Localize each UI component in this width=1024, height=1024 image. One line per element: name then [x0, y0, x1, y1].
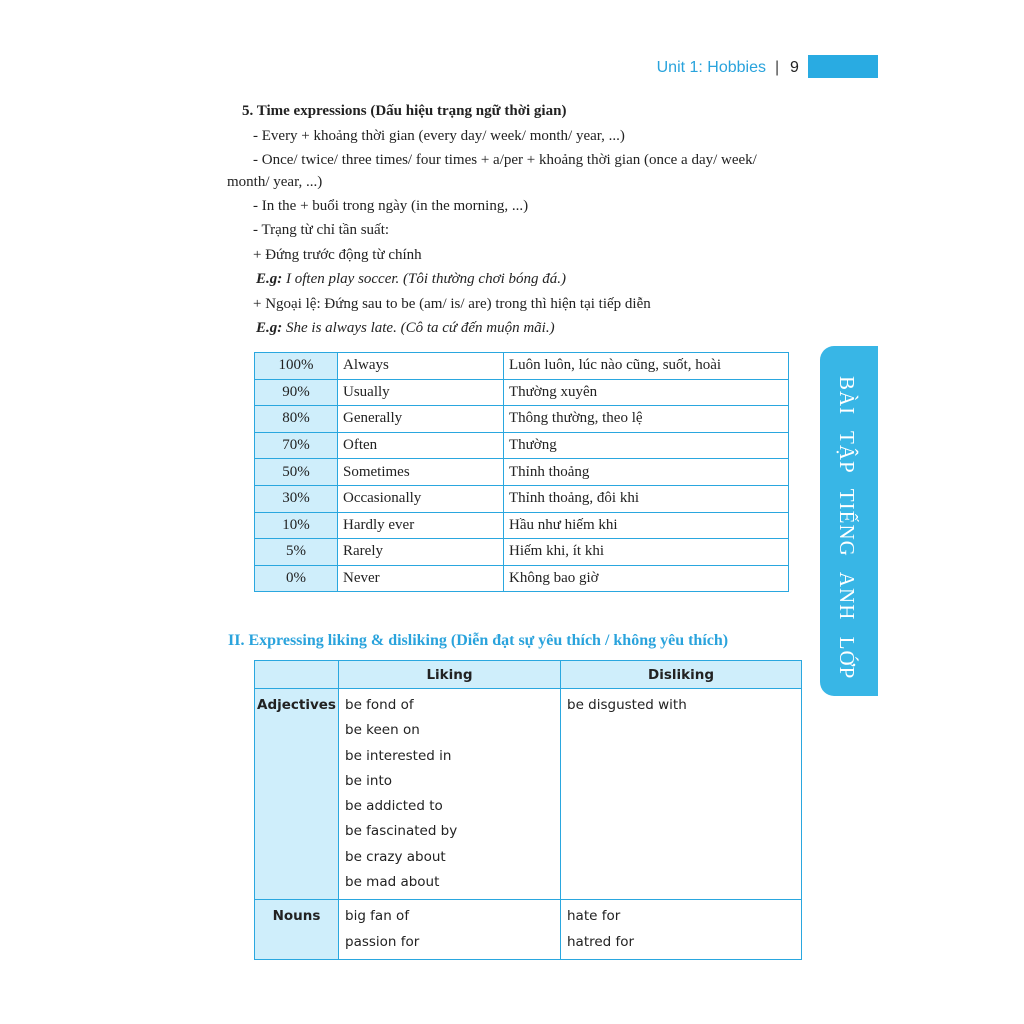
table-row — [255, 512, 789, 539]
disliking-header: Disliking — [561, 661, 802, 689]
table-row — [255, 565, 789, 592]
adverb-english: Hardly ever — [338, 512, 504, 539]
adverb-vietnamese: Thường xuyên — [504, 379, 789, 406]
adverb-vietnamese: Thỉnh thoảng — [504, 459, 789, 486]
example-line — [256, 320, 555, 337]
frequency-percent: 10% — [255, 512, 338, 539]
adverb-english: Always — [338, 353, 504, 380]
example-text: She is always late. (Cô ta cứ đến muộn mãi.) — [286, 320, 555, 336]
adverb-english: Often — [338, 432, 504, 459]
phrase-item: be disgusted with — [567, 697, 687, 713]
example-text: I often play soccer. (Tôi thường chơi bóng đá.) — [286, 271, 566, 287]
adverb-english: Never — [338, 565, 504, 592]
adverb-vietnamese: Không bao giờ — [504, 565, 789, 592]
phrase-item: big fan of — [345, 908, 410, 925]
page-number: 9 — [790, 59, 799, 76]
time-expression-line: month/ year, ...) — [227, 174, 323, 190]
adverb-english: Usually — [338, 379, 504, 406]
side-tab — [820, 346, 878, 707]
adjectives-liking-cell — [339, 689, 561, 900]
table-row — [255, 353, 789, 380]
time-expression-line: + Đứng trước động từ chính — [253, 247, 422, 263]
table-row — [255, 485, 789, 512]
frequency-adverb-table — [254, 352, 789, 592]
adverb-english: Rarely — [338, 539, 504, 566]
row-header-adjectives: Adjectives — [255, 689, 339, 900]
adverb-english: Occasionally — [338, 485, 504, 512]
phrase-item: be addicted to — [345, 798, 443, 815]
example-label: E.g: — [256, 320, 283, 336]
frequency-percent: 50% — [255, 459, 338, 486]
frequency-percent: 90% — [255, 379, 338, 406]
table-row — [255, 379, 789, 406]
adverb-vietnamese: Thỉnh thoảng, đôi khi — [504, 485, 789, 512]
phrase-item: be interested in — [345, 747, 452, 764]
frequency-percent: 5% — [255, 539, 338, 566]
phrase-item: be keen on — [345, 722, 420, 739]
exception-line: + Ngoại lệ: Đứng sau to be (am/ is/ are) trong thì hiện tại tiếp diễn — [253, 296, 651, 312]
time-expression-line: - Trạng từ chỉ tần suất: — [253, 222, 390, 238]
time-expression-line: - In the + buổi trong ngày (in the morning, ...) — [253, 198, 529, 214]
adverb-vietnamese: Hầu như hiếm khi — [504, 512, 789, 539]
adverb-vietnamese: Luôn luôn, lúc nào cũng, suốt, hoài — [504, 353, 789, 380]
frequency-percent: 70% — [255, 432, 338, 459]
header-separator: | — [775, 59, 780, 76]
adjectives-disliking-cell — [561, 689, 802, 900]
table-row — [255, 432, 789, 459]
unit-title: Unit 1: Hobbies — [656, 59, 766, 76]
example-label: E.g: — [256, 271, 283, 287]
phrase-item: hate for — [567, 908, 621, 925]
adverb-vietnamese: Hiếm khi, ít khi — [504, 539, 789, 566]
time-expression-line: - Every + khoảng thời gian (every day/ week/ month/ year, ...) — [253, 128, 625, 144]
phrase-item: be crazy about — [345, 848, 446, 865]
section-heading-time-expressions: 5. Time expressions (Dấu hiệu trạng ngữ thời gian) — [242, 103, 567, 119]
table-row — [255, 459, 789, 486]
adverb-english: Sometimes — [338, 459, 504, 486]
table-row — [255, 539, 789, 566]
table-row — [255, 689, 802, 900]
phrase-item: be fascinated by — [345, 823, 458, 840]
phrase-item: be fond of — [345, 697, 414, 713]
example-line — [256, 271, 566, 288]
time-expression-line: - Once/ twice/ three times/ four times + a/per + khoảng thời gian (once a day/ week/ — [253, 152, 757, 168]
table-header-row — [255, 661, 802, 689]
frequency-percent: 80% — [255, 406, 338, 433]
header-accent-bar — [808, 55, 878, 78]
phrase-item: be mad about — [345, 874, 440, 891]
liking-header: Liking — [339, 661, 561, 689]
frequency-percent: 0% — [255, 565, 338, 592]
corner-header-cell — [255, 661, 339, 689]
liking-disliking-table — [254, 660, 802, 960]
row-header-nouns: Nouns — [255, 900, 339, 960]
phrase-item: be into — [345, 772, 393, 789]
side-tab-label: BÀI TẬP TIẾNG ANH LỚP 7 — [835, 376, 859, 707]
nouns-liking-cell — [339, 900, 561, 960]
frequency-percent: 100% — [255, 353, 338, 380]
section-heading-liking-disliking: II. Expressing liking & disliking (Diễn đạt sự yêu thích / không yêu thích) — [228, 632, 729, 649]
frequency-percent: 30% — [255, 485, 338, 512]
table-row — [255, 900, 802, 960]
adverb-vietnamese: Thông thường, theo lệ — [504, 406, 789, 433]
table-row — [255, 406, 789, 433]
adverb-english: Generally — [338, 406, 504, 433]
phrase-item: hatred for — [567, 933, 635, 950]
nouns-disliking-cell — [561, 900, 802, 960]
adverb-vietnamese: Thường — [504, 432, 789, 459]
phrase-item: passion for — [345, 933, 420, 950]
